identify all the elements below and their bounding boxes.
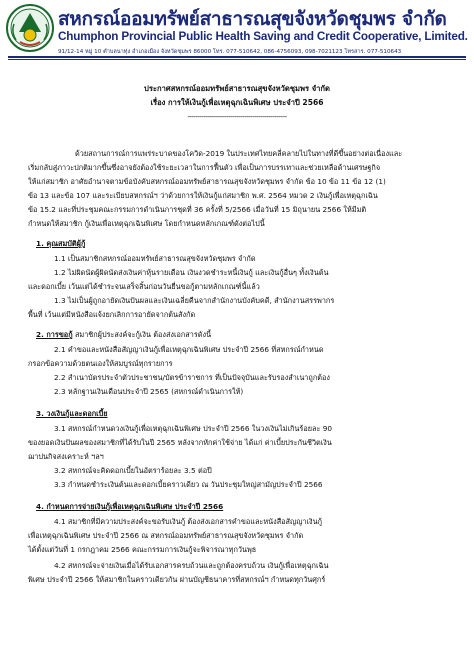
section-2-heading: 2. การขอกู้	[36, 330, 73, 339]
intro-line: ให้แก่สมาชิก อาศัยอำนาจตามข้อบังคับสหกรณ์ออมทรัพย์สาธารณสุขจังหวัดชุมพร จำกัด ข้อ 10 ข้อ 11 ข้อ 12 (1)	[28, 177, 386, 186]
section-3-heading: 3. วงเงินกู้และดอกเบี้ย	[36, 409, 108, 418]
intro-line: ข้อ 13 และข้อ 107 และระเบียบสหกรณ์ฯ ว่าด้วยการให้เงินกู้แก่สมาชิก พ.ศ. 2564 หมวด 2 เงินกู้เพื่อเหตุฉุกเฉิน	[28, 191, 378, 200]
section-4-item: เพื่อเหตุฉุกเฉินพิเศษ ประจำปี 2566 ณ สหกรณ์ออมทรัพย์สาธารณสุขจังหวัดชุมพร จำกัด	[28, 531, 304, 540]
section-1-item: 1.3 ไม่เป็นผู้ถูกอายัดเงินปันผลและเงินเฉลี่ยคืนจากสำนักงานบังคับคดี, สำนักงานสรรพากร	[54, 296, 335, 305]
header-divider	[8, 56, 466, 58]
section-3-item: 3.3 กำหนดชำระเงินต้นและดอกเบี้ยคราวเดียว ณ วันประชุมใหญ่สามัญประจำปี 2566	[54, 480, 323, 489]
section-3-item: ฌาปนกิจสงเคราะห์ ฯลฯ	[28, 452, 104, 461]
section-4-item: พิเศษ ประจำปี 2566 ให้สมาชิกในคราวเดียวกัน ผ่านบัญชีธนาคารที่สหกรณ์ฯ กำหนดทุกวันศุกร์	[28, 575, 326, 584]
header-divider-thin	[8, 59, 466, 60]
section-1-heading: 1. คุณสมบัติผู้กู้	[36, 239, 86, 248]
section-3-item: ของยอดเงินปันผลของสมาชิกที่ได้รับในปี 2565 หลังจากหักค่าใช้จ่าย ได้แก่ ค่าเบี้ยประกันชีวิตเงิน	[28, 438, 332, 447]
section-2-item: 2.3 หลักฐานเงินเดือนประจำปี 2565 (สหกรณ์ดำเนินการให้)	[54, 387, 244, 396]
section-1-item: 1.2 ไม่ผิดนัดผู้ผิดนัดส่งเงินค่าหุ้นรายเดือน เงินงวดชำระหนี้เงินกู้ และเงินกู้อื่นๆ ทั้งเงินต้น	[54, 268, 329, 277]
intro-line: ข้อ 15.2 และที่ประชุมคณะกรรมการดำเนินการชุดที่ 36 ครั้งที่ 5/2566 เมื่อวันที่ 15 มิถุนายน 2566 ให้มีมติ	[28, 205, 367, 214]
intro-line: เริ่มกลับสู่ภาวะปกติมากขึ้นซึ่งอาจยังต้องใช้ระยะเวลาในการฟื้นตัว เพื่อเป็นการบรรเทาและช่วยเหลือด้านเศรษฐกิจ	[28, 163, 381, 172]
section-3-item: 3.2 สหกรณ์จะคิดดอกเบี้ยในอัตราร้อยละ 3.5 ต่อปี	[54, 466, 212, 475]
section-1-item: พื้นที่ เว้นแต่มีหนังสือแจ้งยกเลิกการอายัดจากต้นสังกัด	[28, 310, 196, 319]
section-1-item: และดอกเบี้ย เว้นแต่ได้ชำระจนเสร็จสิ้นก่อนวันยื่นขอกู้ตามหลักเกณฑ์นี้แล้ว	[28, 282, 260, 291]
section-2-heading-rest: สมาชิกผู้ประสงค์จะกู้เงิน ต้องส่งเอกสารดังนี้	[72, 330, 212, 339]
section-2-item: 2.2 สำเนาบัตรประจำตัวประชาชน/บัตรข้าราชการ ที่เป็นปัจจุบันและรับรองสำเนาถูกต้อง	[54, 373, 330, 382]
section-3-item: 3.1 สหกรณ์กำหนดวงเงินกู้เพื่อเหตุฉุกเฉินพิเศษ ประจำปี 2566 ในวงเงินไม่เกินร้อยละ 90	[54, 424, 332, 433]
section-4-heading: 4. กำหนดการจ่ายเงินกู้เพื่อเหตุฉุกเฉินพิเศษ ประจำปี 2566	[36, 502, 224, 511]
title-divider: -------------------------------------------------	[187, 113, 287, 121]
intro-line: ด้วยสถานการณ์การแพร่ระบาดของโควิด-2019 ในประเทศไทยคลี่คลายไปในทางที่ดีขึ้นอย่างต่อเนื่องและ	[75, 149, 403, 158]
section-2-item: กรอกข้อความด้วยตนเองให้สมบูรณ์ทุกรายการ	[28, 359, 173, 368]
org-name-english: Chumphon Provincial Public Health Saving and Credit Cooperative, Limited.	[58, 29, 468, 43]
section-4-item: 4.1 สมาชิกที่มีความประสงค์จะขอรับเงินกู้ ต้องส่งเอกสารคำขอและหนังสือสัญญาเงินกู้	[54, 517, 322, 526]
cooperative-logo	[6, 4, 54, 52]
section-1-item: 1.1 เป็นสมาชิกสหกรณ์ออมทรัพย์สาธารณสุขจังหวัดชุมพร จำกัด	[54, 254, 256, 263]
org-address: 91/12-14 หมู่ 10 ตำบลนาทุ่ง อำเภอเมือง จังหวัดชุมพร 86000 โทร. 077-510642, 086-4756093, 098-7021123 โทรสาร. 077-510643	[58, 49, 402, 55]
announcement-title: ประกาศสหกรณ์ออมทรัพย์สาธารณสุขจังหวัดชุมพร จำกัด	[144, 84, 330, 93]
intro-line: กำหนดให้สมาชิก กู้เงินเพื่อเหตุฉุกเฉินพิเศษ โดยกำหนดหลักเกณฑ์ดังต่อไปนี้	[28, 219, 265, 228]
org-name-thai: สหกรณ์ออมทรัพย์สาธารณสุขจังหวัดชุมพร จำกัด	[58, 8, 447, 30]
section-2-heading-row	[36, 328, 211, 341]
announcement-subject: เรื่อง การให้เงินกู้เพื่อเหตุฉุกเฉินพิเศษ ประจำปี 2566	[150, 98, 324, 107]
section-4-item: 4.2 สหกรณ์จะจ่ายเงินเมื่อได้รับเอกสารครบถ้วนและถูกต้องครบถ้วน เงินกู้เพื่อเหตุฉุกเฉิน	[54, 561, 329, 570]
section-2-item: 2.1 คำขอและหนังสือสัญญาเงินกู้เพื่อเหตุฉุกเฉินพิเศษ ประจำปี 2566 ที่สหกรณ์กำหนด	[54, 345, 324, 354]
section-4-item: ได้ตั้งแต่วันที่ 1 กรกฎาคม 2566 คณะกรรมการเงินกู้จะพิจารณาทุกวันพุธ	[28, 545, 257, 554]
